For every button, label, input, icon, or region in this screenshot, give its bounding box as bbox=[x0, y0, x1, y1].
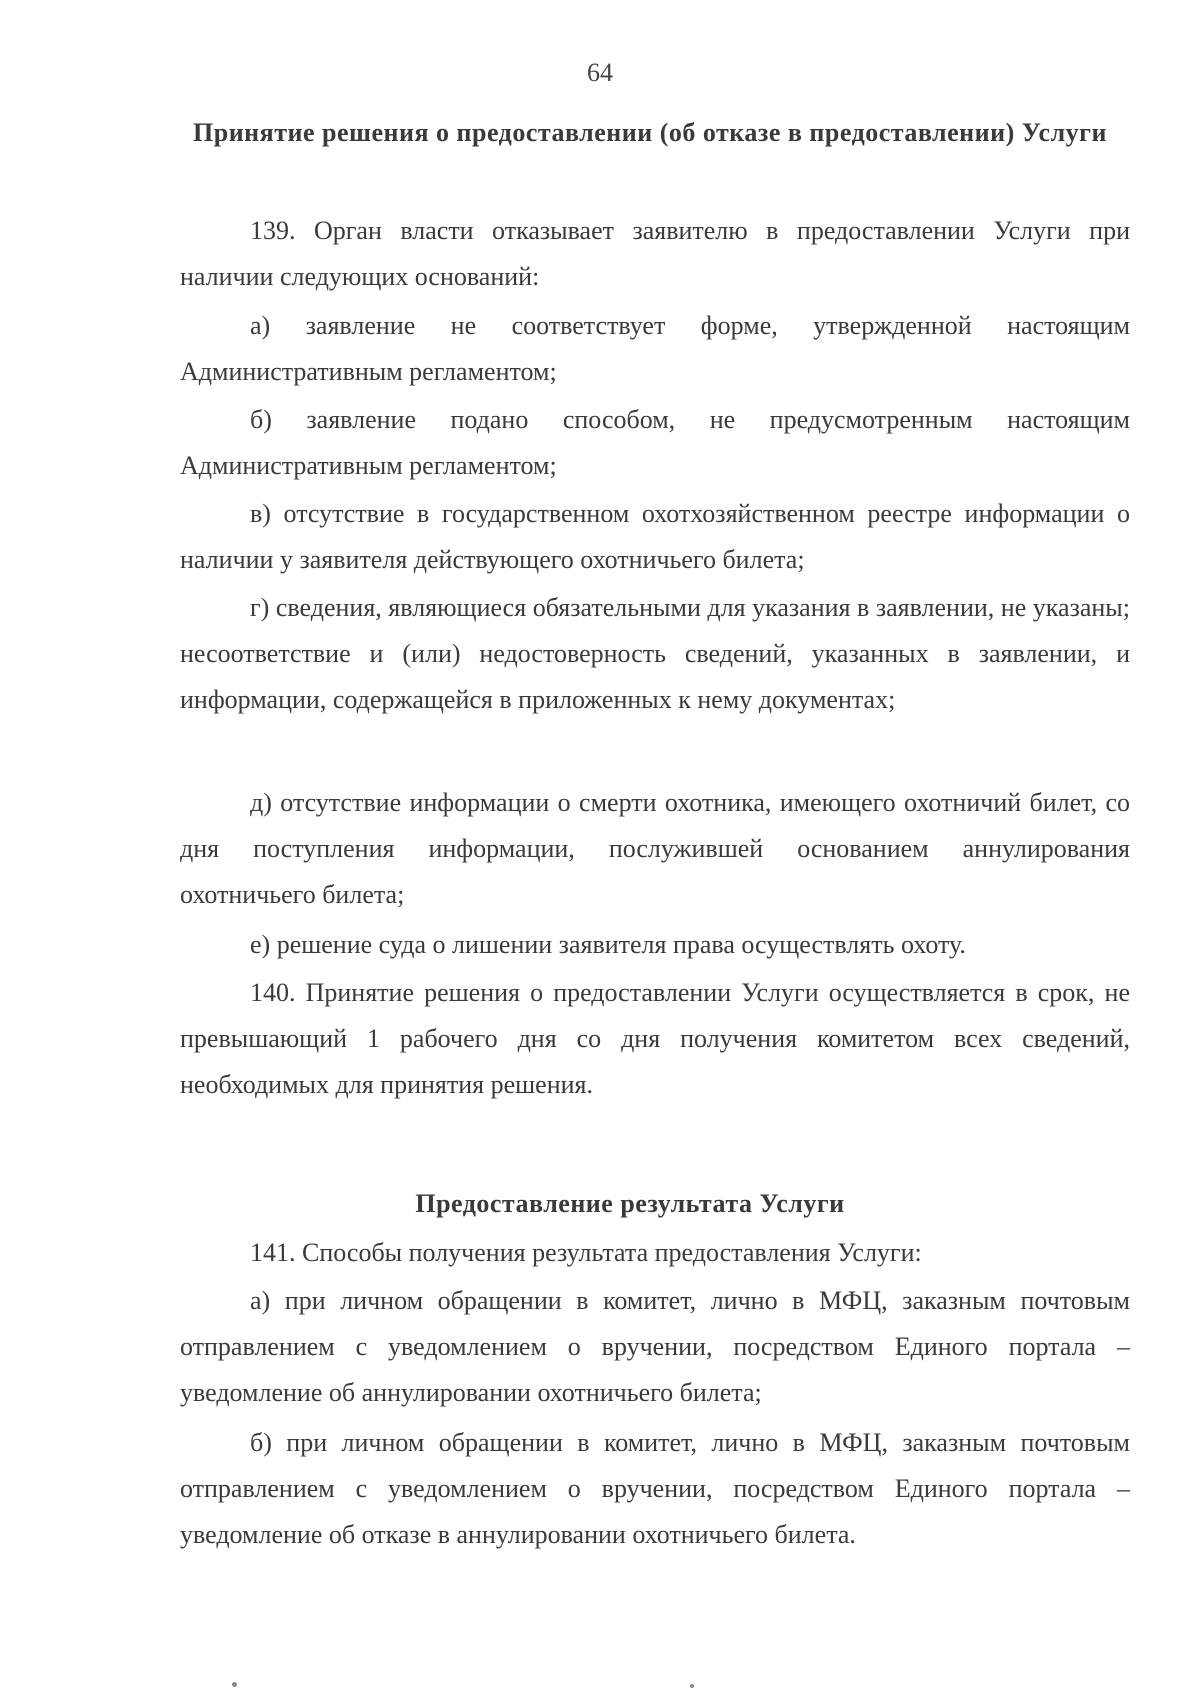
paragraph-141: 141. Способы получения результата предоставления Услуги: bbox=[250, 1238, 922, 1267]
paragraph-141-b: б) при личном обращении в комитет, лично в МФЦ, заказным почтовым отправлением с уведомлением о вручении, посредством Единого портала – уведомление об отказе в аннулировании охотничьего билета. bbox=[180, 1428, 1130, 1549]
page-number: 64 bbox=[587, 58, 613, 87]
paragraph-139-e: е) решение суда о лишении заявителя права осуществлять охоту. bbox=[250, 930, 966, 959]
paragraph-139-g: г) сведения, являющиеся обязательными для указания в заявлении, не указаны; несоответствие и (или) недостоверность сведений, указанных в заявлении, и информации, содержащейся в приложенных к нему документах; bbox=[180, 593, 1130, 714]
paragraph-141-a: а) при личном обращении в комитет, лично в МФЦ, заказным почтовым отправлением с уведомлением о вручении, посредством Единого портала – уведомление об аннулировании охотничьего билета; bbox=[180, 1286, 1130, 1407]
paragraph-139: 139. Орган власти отказывает заявителю в предоставлении Услуги при наличии следующих оснований: bbox=[180, 216, 1130, 291]
paragraph-139-b: б) заявление подано способом, не предусмотренным настоящим Административным регламентом; bbox=[180, 405, 1130, 480]
paragraph-140: 140. Принятие решения о предоставлении Услуги осуществляется в срок, не превышающий 1 рабочего дня со дня получения комитетом всех сведений, необходимых для принятия решения. bbox=[180, 978, 1130, 1099]
scan-artifact bbox=[690, 1684, 694, 1688]
section-heading-decision: Принятие решения о предоставлении (об отказе в предоставлении) Услуги bbox=[193, 118, 1107, 147]
paragraph-139-a: а) заявление не соответствует форме, утвержденной настоящим Административным регламентом; bbox=[180, 311, 1130, 386]
paragraph-139-d: д) отсутствие информации о смерти охотника, имеющего охотничий билет, со дня поступления информации, послужившей основанием аннулирования охотничьего билета; bbox=[180, 788, 1130, 909]
section-heading-result: Предоставление результата Услуги bbox=[415, 1189, 845, 1218]
scan-artifact bbox=[232, 1682, 237, 1687]
paragraph-139-v: в) отсутствие в государственном охотхозяйственном реестре информации о наличии у заявителя действующего охотничьего билета; bbox=[180, 499, 1130, 574]
